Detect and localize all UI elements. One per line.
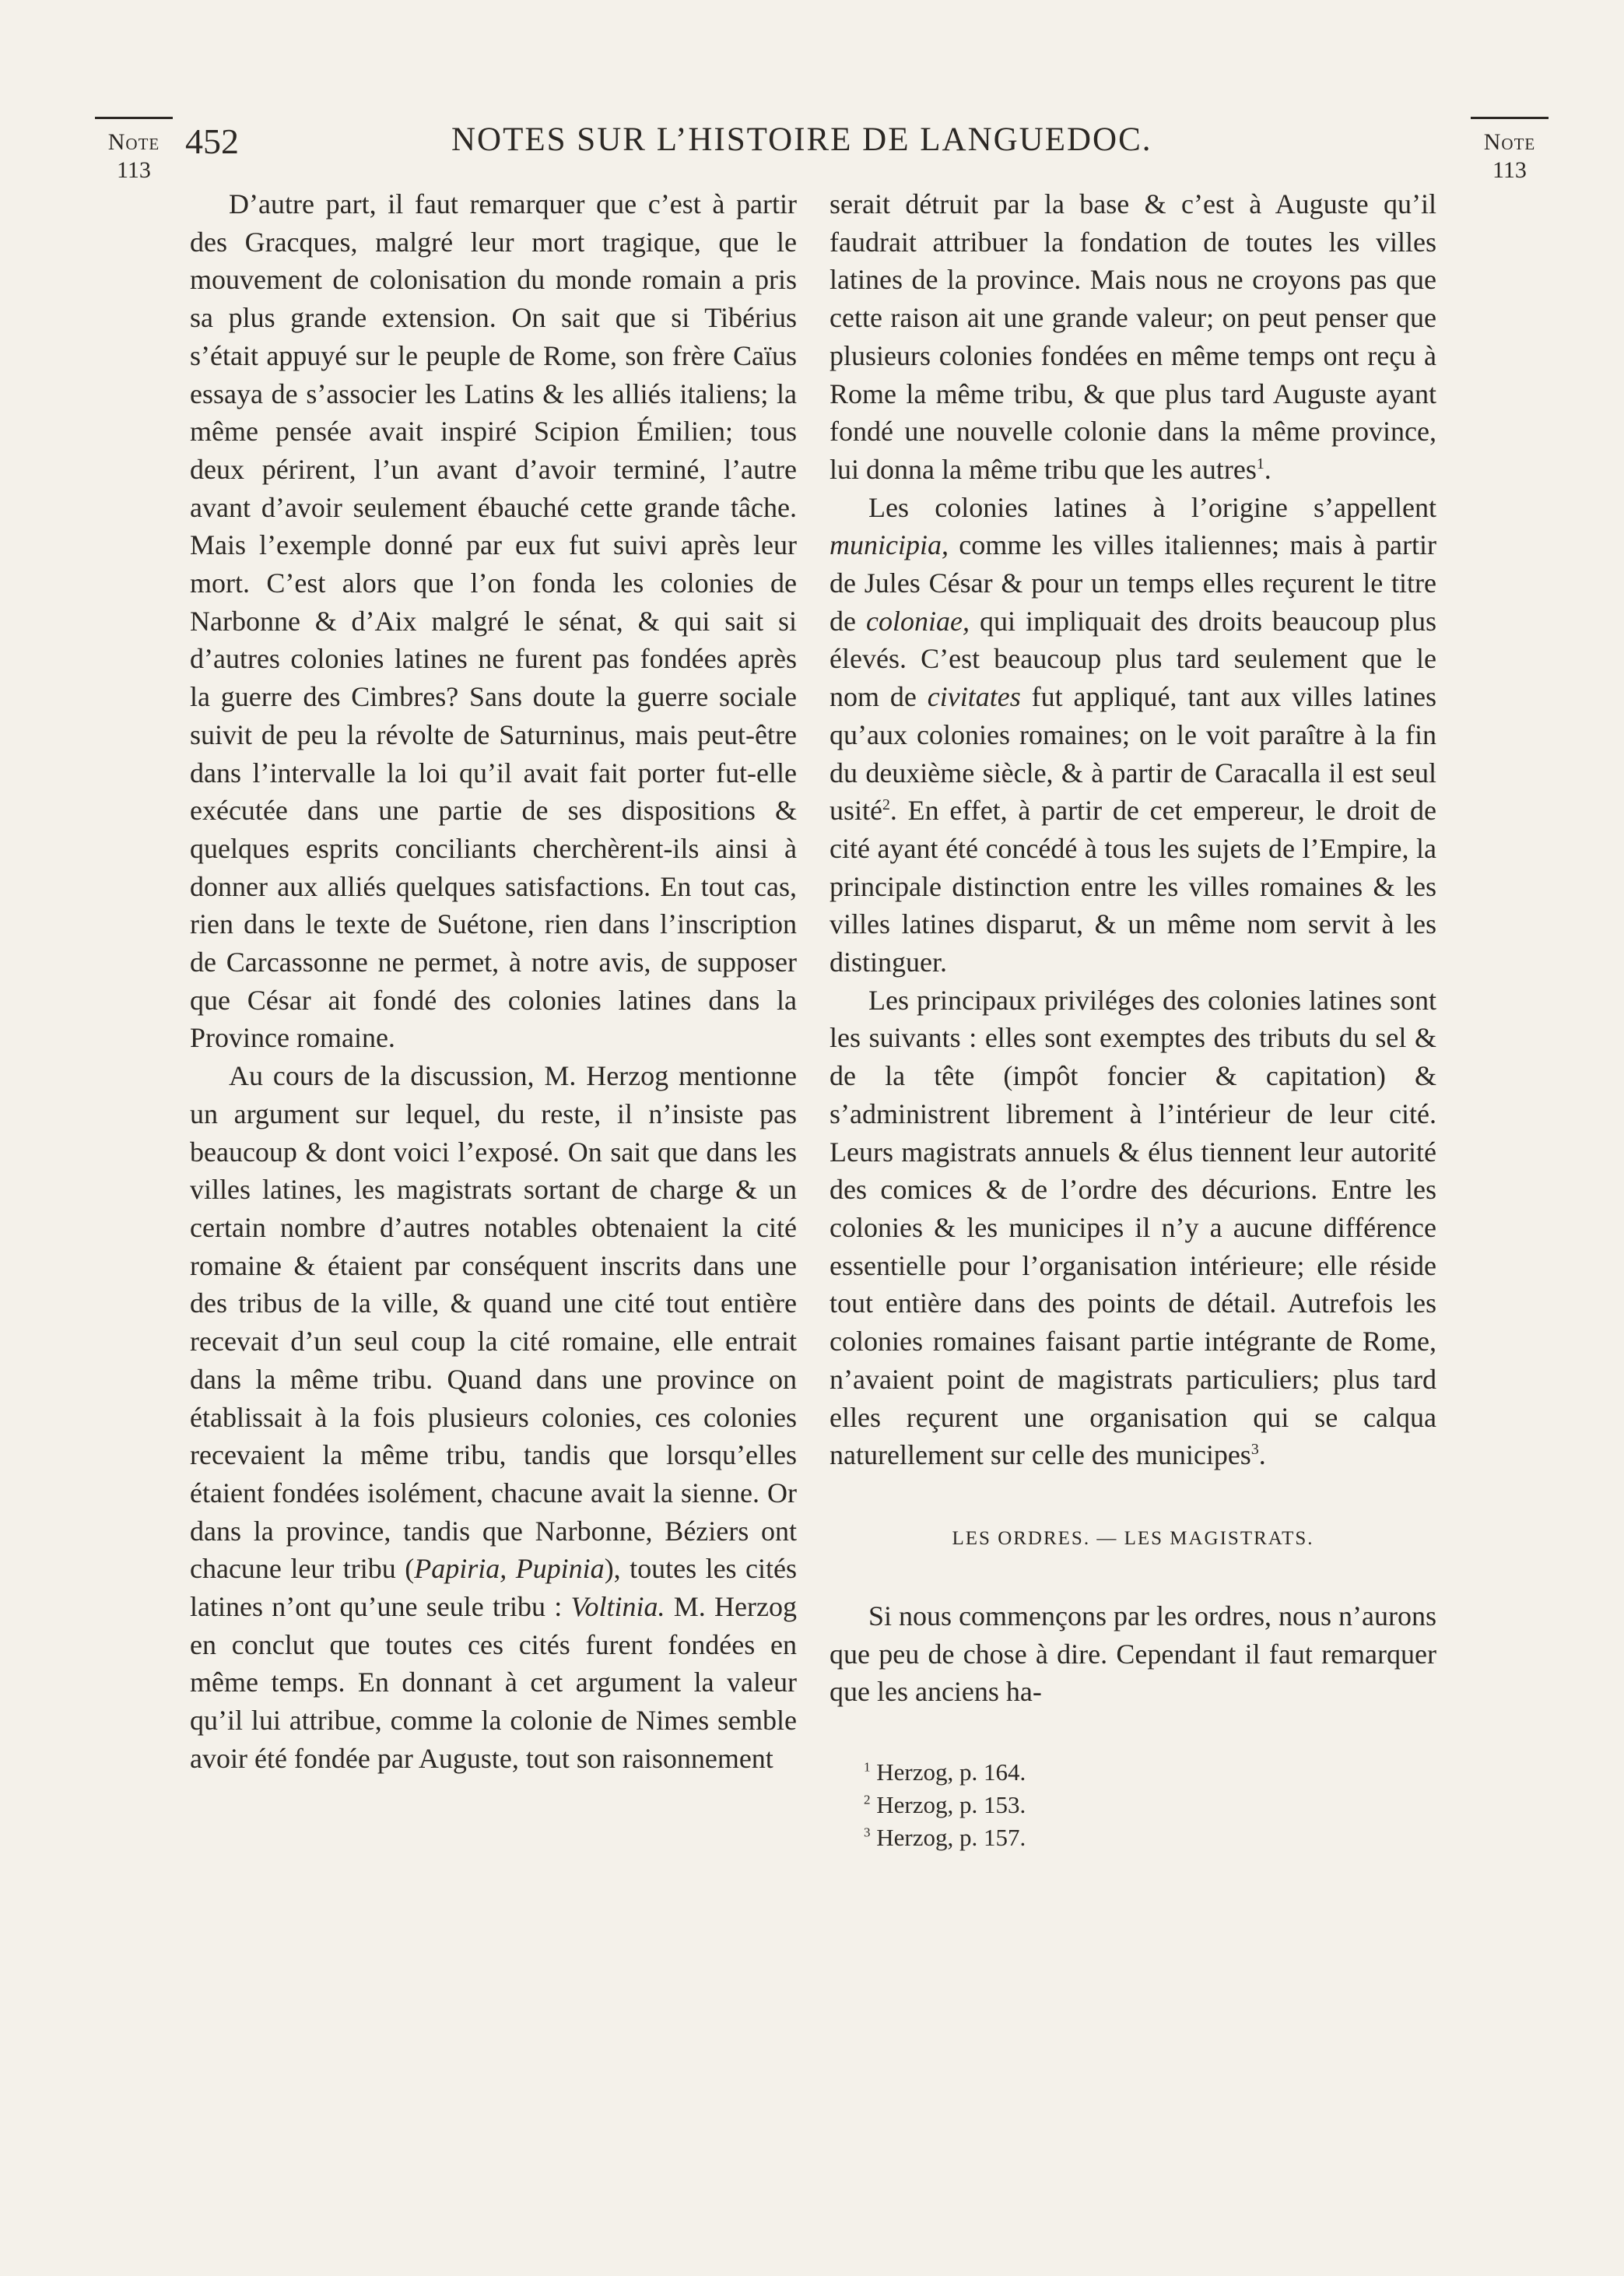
text-run: comme les villes italiennes; mais à partir de Jules César & pour un temps elles reçurent le titre de: [830, 529, 1436, 637]
text-run: ), toutes les cités latines n’ont qu’une seule tribu :: [190, 1553, 797, 1623]
italic-run: coloniae,: [866, 605, 970, 637]
text-run: M. Herzog en conclut que toutes ces cités furent fondées en même temps. En donnant à cet argument la valeur qu’il lui attribue, comme la colonie de Nimes semble avoir été fondée par Auguste, tout son raisonnement: [190, 1591, 797, 1774]
paragraph: [830, 982, 1436, 1474]
running-head: NOTES SUR L’HISTOIRE DE LANGUEDOC.: [451, 121, 1152, 158]
text-run: .: [1258, 1439, 1266, 1471]
margin-rule: [1471, 117, 1549, 119]
paragraph: [830, 489, 1436, 982]
text-run: Au cours de la discussion, M. Herzog mentionne un argument sur lequel, du reste, il n’insiste pas beaucoup & dont voici l’exposé. On sait que dans les villes latines, les magistrats sortant de charge & un certain nombre d’autres notables obtenaient la cité romaine & étaient par conséquent inscrits dans une des tribus de la ville, & quand une cité tout entière recevait d’un seul coup la cité romaine, elle entrait dans la même tribu. Quand dans une province on établissait à la fois plusieurs colonies, ces colonies recevaient la même tribu, tandis que lorsqu’elles étaient fondées isolément, chacune avait la sienne. Or dans la province, tandis que Narbonne, Béziers ont chacune leur tribu (: [190, 1060, 797, 1585]
text-run: serait détruit par la base & c’est à Auguste qu’il faudrait attribuer la fondation de toutes les villes latines de la province. Mais nous ne croyons pas que cette raison ait une grande valeur; on peut penser que plusieurs colonies fondées en même temps ont reçu à Rome la même tribu, & que plus tard Auguste ayant fondé une nouvelle colonie dans la même province, lui donna la même tribu que les autres: [830, 188, 1436, 485]
footnote-number: 2: [864, 1792, 871, 1807]
italic-run: Voltinia.: [570, 1591, 665, 1623]
footnote-number: 3: [864, 1825, 871, 1840]
footnote-text: Herzog, p. 157.: [876, 1824, 1026, 1852]
footnote-ref: 2: [882, 796, 890, 814]
margin-note-right: [1463, 117, 1556, 184]
page-number: 452: [185, 121, 239, 161]
text-run: qui impliquait des droits beaucoup plus élevés. C’est beaucoup plus tard seulement que le nom de: [830, 605, 1436, 713]
italic-run: Papiria, Pupinia: [414, 1553, 605, 1585]
left-column: [190, 185, 797, 1778]
margin-note-left: [87, 117, 181, 184]
margin-note-label: Note: [1483, 129, 1536, 155]
footnote-ref: 3: [1250, 1441, 1259, 1459]
right-column: [830, 185, 1436, 1854]
footnote: [864, 1821, 1436, 1854]
footnote-number: 1: [864, 1759, 871, 1775]
italic-run: municipia,: [830, 529, 949, 561]
margin-note-number: 113: [117, 157, 151, 183]
margin-note-number: 113: [1492, 157, 1527, 183]
paragraph: [190, 1057, 797, 1777]
footnote-text: Herzog, p. 164.: [876, 1758, 1026, 1786]
text-run: Les colonies latines à l’origine s’appellent: [868, 491, 1436, 523]
margin-note-label: Note: [107, 129, 160, 155]
text-run: .: [1264, 453, 1271, 485]
section-title: LES ORDRES. — LES MAGISTRATS.: [952, 1527, 1314, 1549]
text-run: Les principaux priviléges des colonies latines sont les suivants : elles sont exemptes des tributs du sel & de la tête (impôt foncier & capitation) & s’administrent librement à l’intérieur de leur cité. Leurs magistrats annuels & élus tiennent leur autorité des comices & de l’ordre des décurions. Entre les colonies & les municipes il n’y a aucune différence essentielle pour l’organisation intérieure; elle réside tout entière dans des points de détail. Autrefois les colonies romaines faisant partie intégrante de Rome, n’avaient point de magistrats particuliers; plus tard elles reçurent une organisation qui se calqua naturellement sur celle des municipes: [830, 984, 1436, 1471]
text-run: . En effet, à partir de cet empereur, le droit de cité ayant été concédé à tous les sujets de l’Empire, la principale distinction entre les villes romaines & les villes latines disparut, & un même nom servit à les distinguer.: [830, 795, 1436, 978]
margin-rule: [95, 117, 173, 119]
footnotes: [830, 1756, 1436, 1854]
text-run: fut appliqué, tant aux villes latines qu’aux colonies romaines; on le voit paraître à la fin du deuxième siècle, & à partir de Caracalla il est seul usité: [830, 681, 1436, 827]
paragraph: D’autre part, il faut remarquer que c’est à partir des Gracques, malgré leur mort tragique, que le mouvement de colonisation du monde romain a pris sa plus grande extension. On sait que si Tibérius s’était appuyé sur le peuple de Rome, son frère Caïus essaya de s’associer les Latins & les alliés italiens; la même pensée avait inspiré Scipion Émilien; tous deux périrent, l’un avant d’avoir terminé, l’autre avant d’avoir seulement ébauché cette grande tâche. Mais l’exemple donné par eux fut suivi après leur mort. C’est alors que l’on fonda les colonies de Narbonne & d’Aix malgré le sénat, & qui sait si d’autres colonies latines ne furent pas fondées après la guerre des Cimbres? Sans doute la guerre sociale suivit de peu la révolte de Saturninus, mais peut-être dans l’intervalle la loi qu’il avait fait porter fut-elle exécutée dans une partie de ses dispositions & quelques esprits conciliants cherchèrent-ils ainsi à donner aux alliés quelques satisfactions. En tout cas, rien dans le texte de Suétone, rien dans l’inscription de Carcassonne ne permet, à notre avis, de supposer que César ait fondé des colonies latines dans la Province romaine.: [190, 188, 797, 1054]
paragraph: Si nous commençons par les ordres, nous n’aurons que peu de chose à dire. Cependant il faut remarquer que les anciens ha-: [830, 1600, 1436, 1708]
footnote-ref: 1: [1256, 455, 1264, 472]
footnote-text: Herzog, p. 153.: [876, 1791, 1026, 1819]
paragraph: [830, 185, 1436, 489]
italic-run: civitates: [927, 681, 1021, 713]
footnote: [864, 1789, 1436, 1821]
footnote: [864, 1756, 1436, 1789]
